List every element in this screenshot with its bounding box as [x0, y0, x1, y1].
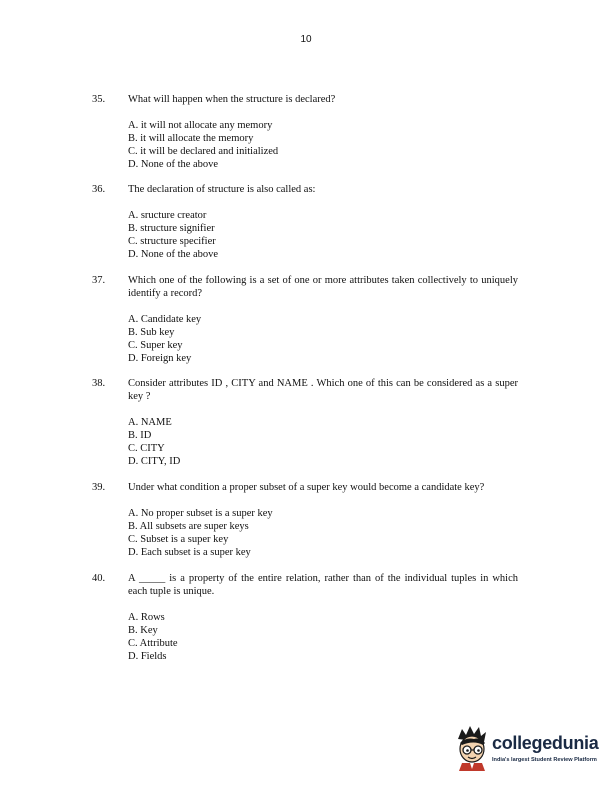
option-d: D. Foreign key [128, 353, 192, 364]
question-number: 38. [92, 378, 106, 389]
question-text: What will happen when the structure is declared? [128, 94, 336, 105]
option-a: A. Rows [128, 612, 165, 623]
option-a: A. No proper subset is a super key [128, 508, 273, 519]
option-d: D. None of the above [128, 249, 219, 260]
question-text: A _____ is a property of the entire relation, rather than of the individual tuples in which each tuple is unique. [128, 573, 518, 597]
question-number: 39. [92, 482, 106, 493]
collegedunia-logo [452, 723, 602, 773]
option-b: B. it will allocate the memory [128, 133, 254, 144]
option-d: D. Each subset is a super key [128, 547, 251, 558]
option-b: B. ID [128, 430, 152, 441]
option-a: A. sructure creator [128, 210, 207, 221]
option-d: D. Fields [128, 651, 167, 662]
question-text: Which one of the following is a set of one or more attributes taken collectively to uniquely identify a record? [128, 275, 518, 299]
question-number: 35. [92, 94, 106, 105]
question-number: 36. [92, 184, 106, 195]
option-b: B. All subsets are super keys [128, 521, 249, 532]
option-a: A. Candidate key [128, 314, 202, 325]
option-c: C. Super key [128, 340, 183, 351]
page-number: 10 [300, 34, 312, 45]
option-b: B. Key [128, 625, 158, 636]
option-a: A. it will not allocate any memory [128, 120, 273, 131]
options-list [128, 119, 278, 171]
logo-tagline: India's largest Student Review Platform [492, 757, 597, 763]
option-c: C. Subset is a super key [128, 534, 229, 545]
options-list [128, 611, 178, 663]
question-number: 40. [92, 573, 106, 584]
option-d: D. CITY, ID [128, 456, 181, 467]
logo-wordmark: collegedunia [492, 733, 599, 753]
options-list [128, 313, 201, 365]
question-text: Consider attributes ID , CITY and NAME . Which one of this can be considered as a super key ? [128, 378, 518, 402]
question-text: The declaration of structure is also called as: [128, 184, 316, 195]
options-list [128, 209, 218, 261]
question-text: Under what condition a proper subset of a super key would become a candidate key? [128, 482, 485, 493]
option-a: A. NAME [128, 417, 172, 428]
options-list [128, 507, 273, 559]
mascot-icon [452, 723, 492, 771]
option-c: C. structure specifier [128, 236, 216, 247]
options-list [128, 416, 180, 468]
question-number: 37. [92, 275, 106, 286]
option-d: D. None of the above [128, 159, 219, 170]
option-c: C. it will be declared and initialized [128, 146, 279, 157]
option-c: C. CITY [128, 443, 165, 454]
option-b: B. structure signifier [128, 223, 215, 234]
option-b: B. Sub key [128, 327, 175, 338]
option-c: C. Attribute [128, 638, 178, 649]
